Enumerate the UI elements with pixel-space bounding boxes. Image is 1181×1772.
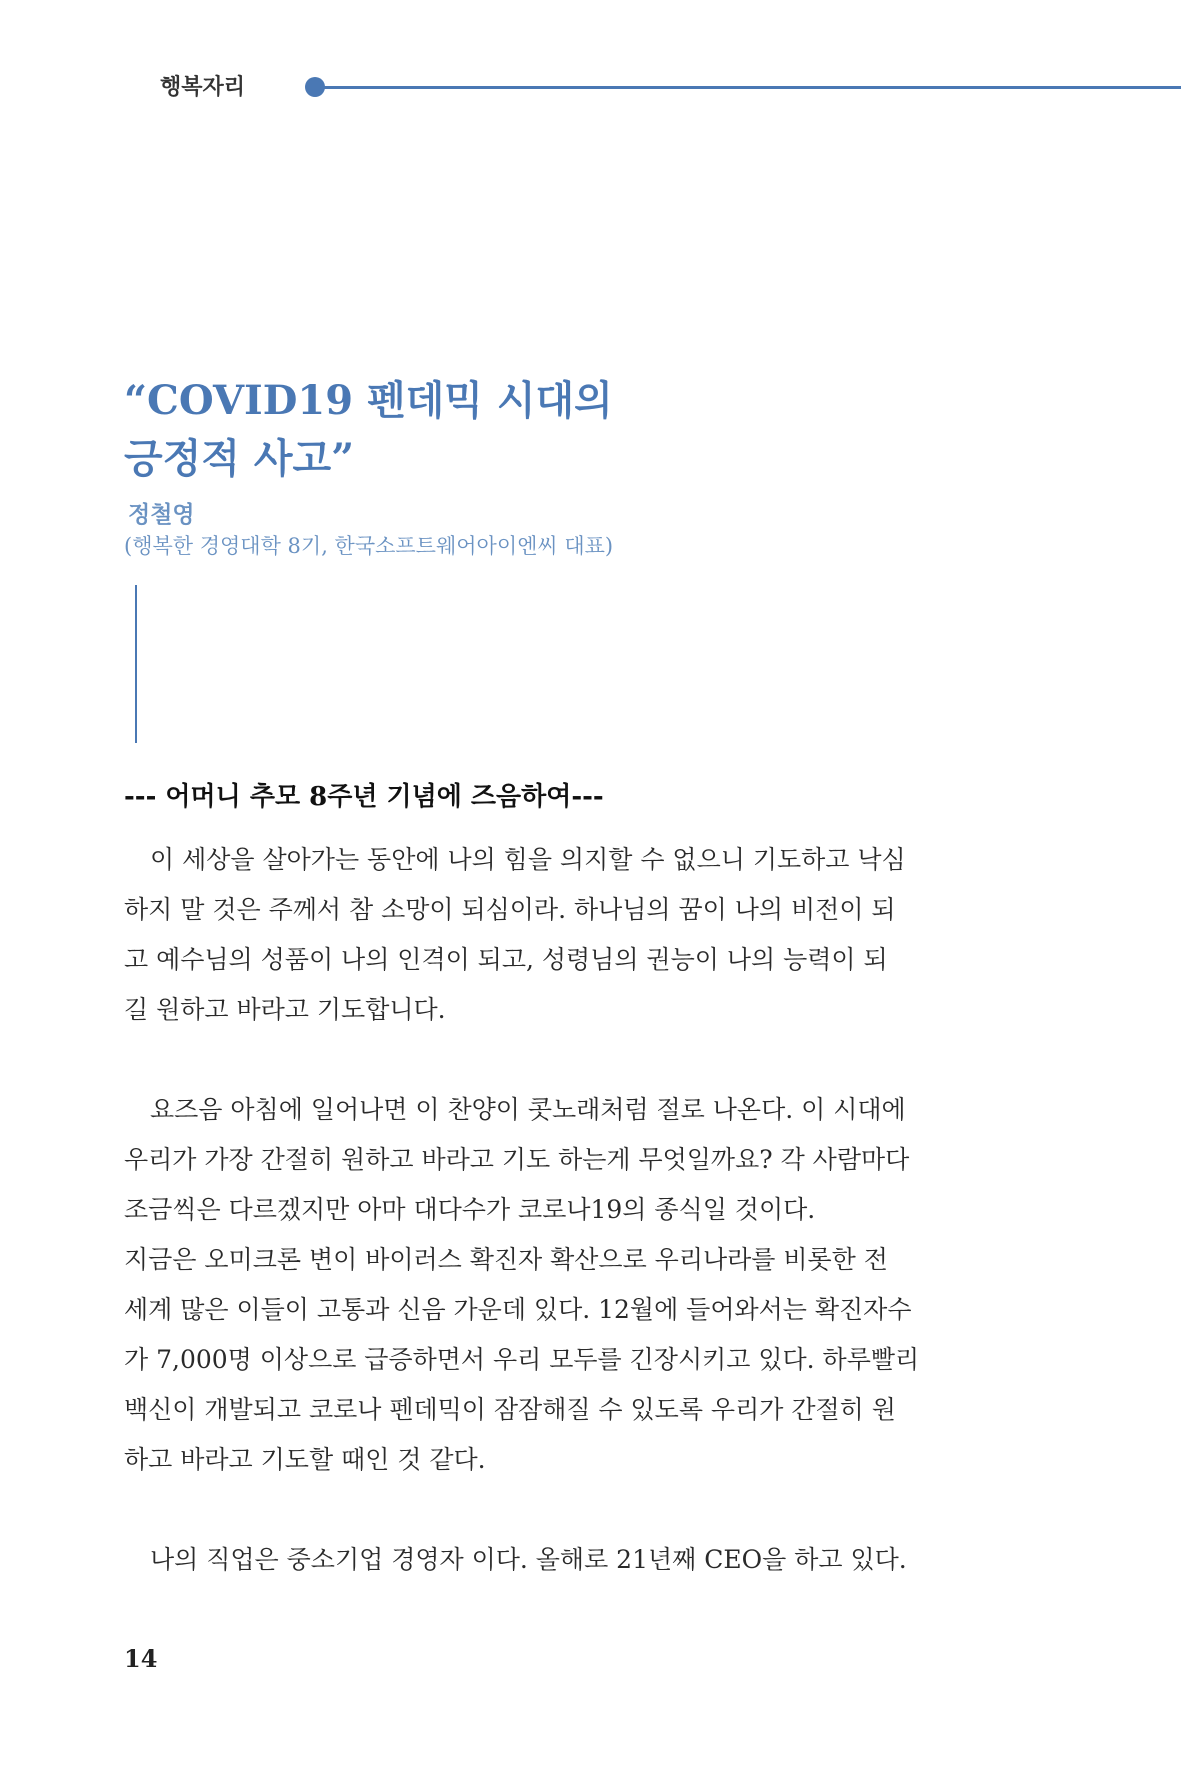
paragraph-line: 하지 말 것은 주께서 참 소망이 되심이라. 하나님의 꿈이 나의 비전이 되 [124, 895, 896, 924]
paragraph-3 [124, 1535, 1004, 1585]
article-title-line-1: “COVID19 펜데믹 시대의 [124, 377, 613, 424]
running-head: 행복자리 [160, 75, 246, 100]
paragraph-line: 길 원하고 바라고 기도합니다. [124, 995, 446, 1024]
paragraph-line: 이 세상을 살아가는 동안에 나의 힘을 의지할 수 없으니 기도하고 낙심 [150, 845, 906, 874]
article-title [124, 372, 613, 488]
paragraph-line: 세계 많은 이들이 고통과 신음 가운데 있다. 12월에 들어와서는 확진자수 [124, 1295, 912, 1324]
paragraph-2 [124, 1085, 1004, 1485]
paragraph-line: 우리가 가장 간절히 원하고 바라고 기도 하는게 무엇일까요? 각 사람마다 [124, 1145, 910, 1174]
page-number: 14 [124, 1644, 158, 1673]
author-affiliation: (행복한 경영대학 8기, 한국소프트웨어아이엔씨 대표) [124, 534, 614, 558]
section-subheading: --- 어머니 추모 8주년 기념에 즈음하여--- [124, 782, 604, 812]
paragraph-line: 요즈음 아침에 일어나면 이 찬양이 콧노래처럼 절로 나온다. 이 시대에 [150, 1095, 906, 1124]
author-name: 정철영 [128, 501, 195, 528]
paragraph-line: 하고 바라고 기도할 때인 것 같다. [124, 1445, 486, 1474]
paragraph-1 [124, 835, 1004, 1035]
paragraph-line: 고 예수님의 성품이 나의 인격이 되고, 성령님의 권능이 나의 능력이 되 [124, 945, 888, 974]
header-rule [318, 86, 1181, 89]
paragraph-line: 조금씩은 다르겠지만 아마 대다수가 코로나19의 종식일 것이다. [124, 1195, 816, 1224]
paragraph-line: 가 7,000명 이상으로 급증하면서 우리 모두를 긴장시키고 있다. 하루빨리 [124, 1345, 920, 1374]
article-title-line-2: 긍정적 사고” [124, 435, 355, 482]
paragraph-line: 백신이 개발되고 코로나 펜데믹이 잠잠해질 수 있도록 우리가 간절히 원 [124, 1395, 896, 1424]
vertical-accent-bar [135, 585, 137, 743]
paragraph-line: 나의 직업은 중소기업 경영자 이다. 올해로 21년째 CEO을 하고 있다. [150, 1545, 907, 1574]
paragraph-line: 지금은 오미크론 변이 바이러스 확진자 확산으로 우리나라를 비롯한 전 [124, 1245, 888, 1274]
